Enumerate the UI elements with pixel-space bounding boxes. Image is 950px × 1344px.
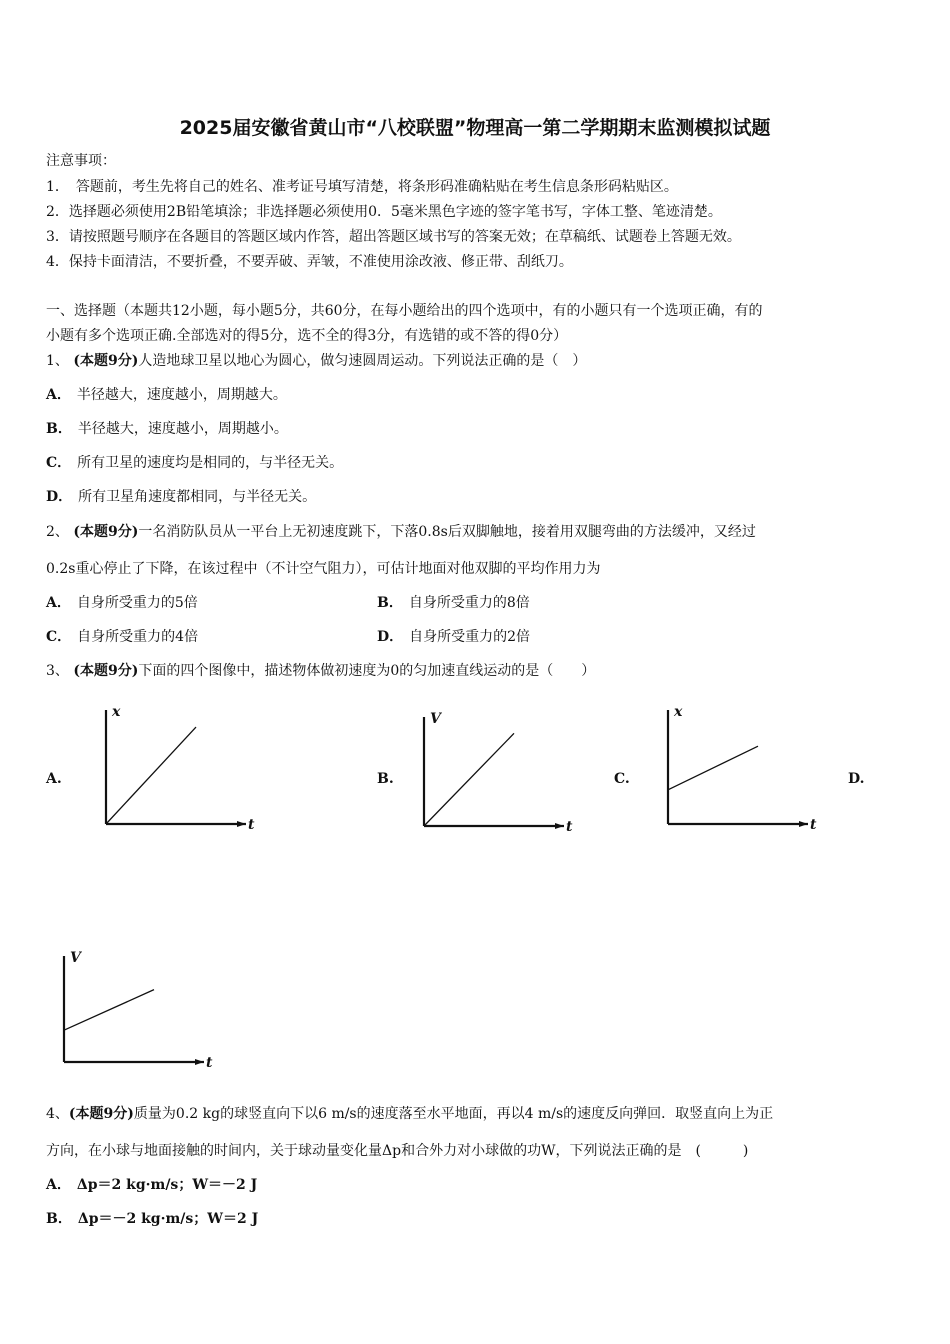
- notice-item: 4．保持卡面清洁，不要折叠，不要弄破、弄皱，不准使用涂改液、修正带、刮纸刀。: [46, 254, 573, 270]
- question-stem: 质量为0.2 kg的球竖直向下以6 m/s的速度落至水平地面，再以4 m/s的速度反向弹回．取竖直向上为正: [133, 1106, 774, 1122]
- y-axis-label: V: [70, 950, 81, 966]
- option-label: C．: [46, 629, 72, 645]
- option-label: D．: [377, 629, 404, 645]
- option-text: 所有卫星的速度均是相同的，与半径无关。: [77, 455, 344, 471]
- option-c[interactable]: [46, 627, 198, 647]
- option-text: Δp＝－2 kg·m/s；W＝2 J: [77, 1211, 259, 1227]
- x-axis-label: t: [566, 819, 573, 835]
- question-number: 3、: [46, 663, 69, 679]
- option-label: C．: [46, 455, 72, 471]
- option-d[interactable]: [377, 627, 530, 647]
- graph-line: [424, 733, 514, 826]
- graph-a: [90, 698, 270, 838]
- x-axis-label: t: [810, 817, 817, 833]
- question-2: [46, 522, 756, 542]
- graph-label-d[interactable]: D.: [848, 771, 865, 787]
- option-a[interactable]: [46, 385, 287, 405]
- question-stem: 下面的四个图像中，描述物体做初速度为0的匀加速直线运动的是（ ）: [138, 663, 596, 679]
- option-label: B．: [46, 1211, 72, 1227]
- question-tag: (本题9分): [73, 663, 139, 679]
- section-heading: 一、选择题（本题共12小题，每小题5分，共60分，在每小题给出的四个选项中，有的小题只有一个选项正确，有的: [46, 303, 763, 319]
- graph-line: [106, 727, 196, 824]
- y-axis-label: x: [674, 704, 683, 720]
- option-text: 自身所受重力的2倍: [409, 629, 531, 645]
- x-axis-arrow: [555, 823, 564, 829]
- option-b[interactable]: [377, 593, 530, 613]
- x-axis-label: t: [248, 817, 255, 833]
- option-a[interactable]: [46, 593, 198, 613]
- option-c[interactable]: [46, 453, 343, 473]
- x-axis-arrow: [799, 821, 808, 827]
- graph-d: [48, 944, 228, 1076]
- option-label: B．: [377, 595, 403, 611]
- question-stem: 一名消防队员从一平台上无初速度跳下，下落0.8s后双脚触地，接着用双腿弯曲的方法缓冲，又经过: [138, 524, 756, 540]
- notice-item: 1． 答题前，考生先将自己的姓名、准考证号填写清楚，将条形码准确粘贴在考生信息条形码粘贴区。: [46, 179, 678, 195]
- question-tag: (本题9分): [73, 524, 139, 540]
- graph-label-c[interactable]: C.: [614, 771, 630, 787]
- option-label: B．: [46, 421, 72, 437]
- option-d[interactable]: [46, 487, 316, 507]
- option-text: 自身所受重力的4倍: [77, 629, 199, 645]
- option-text: 半径越大，速度越小，周期越小。: [77, 421, 288, 437]
- notice-heading: 注意事项：: [46, 153, 116, 169]
- question-2-cont: 0.2s重心停止了下降，在该过程中（不计空气阻力），可估计地面对他双脚的平均作用力为: [46, 561, 601, 577]
- option-text: 半径越大，速度越小，周期越大。: [76, 387, 287, 403]
- graph-c: [652, 698, 832, 838]
- page-title: 2025届安徽省黄山市“八校联盟”物理高一第二学期期末监测模拟试题: [179, 117, 771, 139]
- x-axis-arrow: [195, 1059, 204, 1065]
- graph-line: [64, 990, 154, 1031]
- question-3: [46, 661, 595, 681]
- graph-label-b[interactable]: B.: [377, 771, 394, 787]
- y-axis-label: x: [112, 704, 121, 720]
- option-label: D．: [46, 489, 73, 505]
- question-tag: (本题9分): [68, 1106, 134, 1122]
- y-axis-label: V: [430, 711, 441, 727]
- option-text: Δp＝2 kg·m/s；W＝－2 J: [76, 1177, 258, 1193]
- notice-item: 3．请按照题号顺序在各题目的答题区域内作答，超出答题区域书写的答案无效；在草稿纸、试题卷上答题无效。: [46, 229, 741, 245]
- option-text: 自身所受重力的5倍: [76, 595, 198, 611]
- question-4-cont: 方向，在小球与地面接触的时间内，关于球动量变化量Δp和合外力对小球做的功W，下列说法正确的是 ( ): [46, 1143, 749, 1159]
- option-text: 自身所受重力的8倍: [408, 595, 530, 611]
- question-4: [46, 1104, 773, 1124]
- graph-label-a[interactable]: A.: [46, 771, 62, 787]
- graph-b: [408, 705, 588, 840]
- option-label: A．: [46, 387, 71, 403]
- option-text: 所有卫星角速度都相同，与半径无关。: [78, 489, 317, 505]
- x-axis-label: t: [206, 1055, 213, 1071]
- x-axis-arrow: [237, 821, 246, 827]
- option-a[interactable]: [46, 1175, 257, 1195]
- question-tag: (本题9分): [73, 353, 139, 369]
- option-label: A．: [46, 1177, 71, 1193]
- question-stem: 人造地球卫星以地心为圆心，做匀速圆周运动。下列说法正确的是（ ）: [138, 353, 587, 369]
- question-number: 4、: [46, 1106, 69, 1122]
- question-number: 1、: [46, 353, 69, 369]
- section-heading-cont: 小题有多个选项正确.全部选对的得5分，选不全的得3分，有选错的或不答的得0分）: [46, 328, 568, 344]
- option-b[interactable]: [46, 1209, 258, 1229]
- option-b[interactable]: [46, 419, 288, 439]
- question-number: 2、: [46, 524, 69, 540]
- notice-item: 2．选择题必须使用2B铅笔填涂；非选择题必须使用0．5毫米黑色字迹的签字笔书写，字体工整、笔迹清楚。: [46, 204, 722, 220]
- option-label: A．: [46, 595, 71, 611]
- graph-line: [668, 746, 758, 790]
- question-1: [46, 351, 586, 371]
